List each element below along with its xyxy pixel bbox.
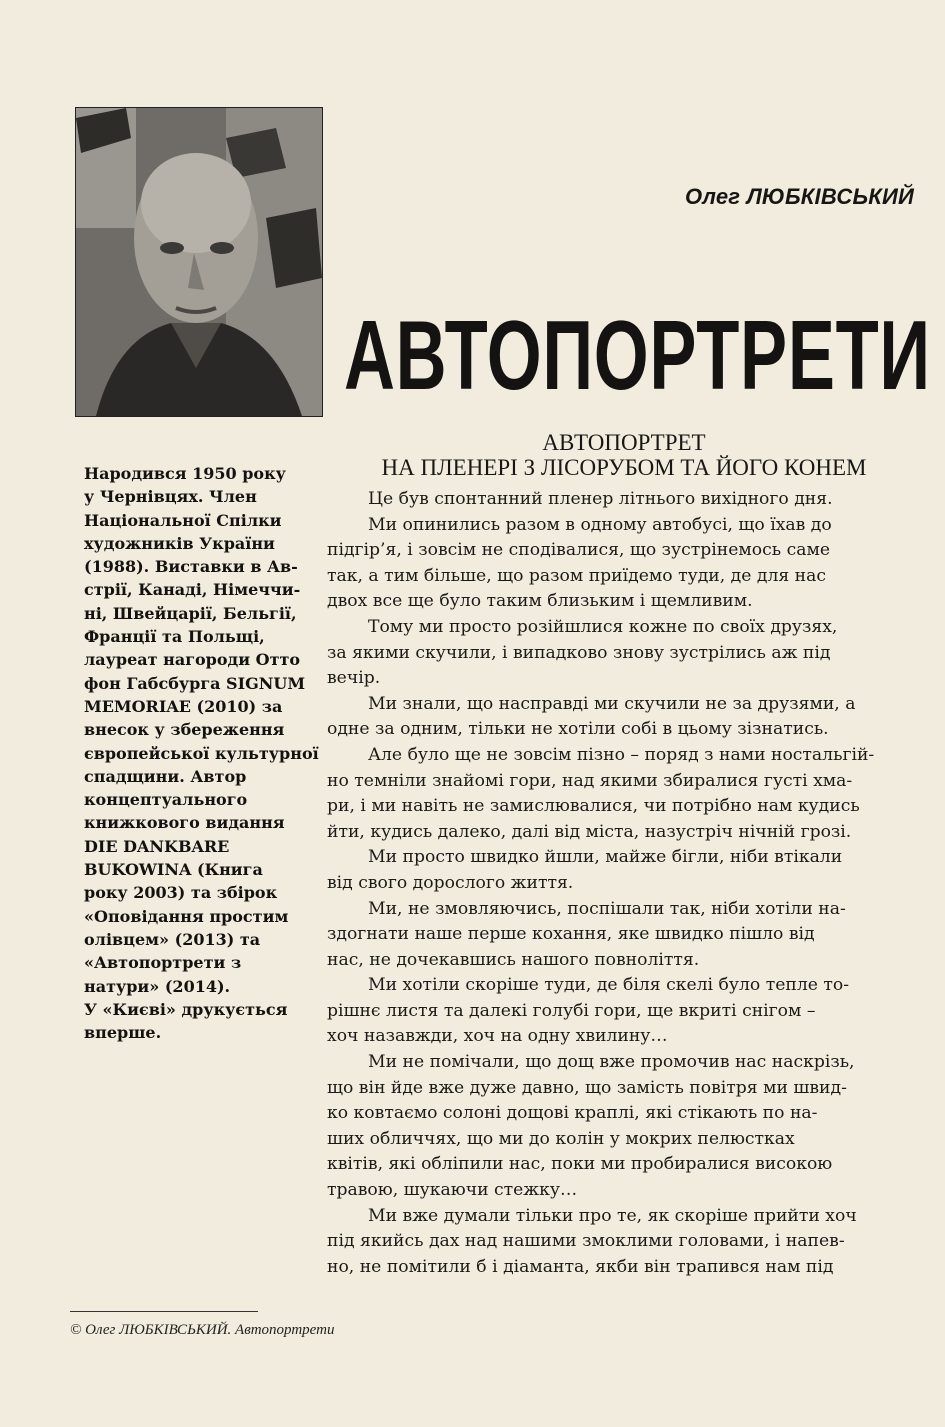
body-line: квітів, які обліпили нас, поки ми пробиралися високою <box>327 1154 833 1175</box>
body-line: так, а тим більше, що разом приїдемо туди, де для нас <box>327 565 827 586</box>
body-line: Ми опинились разом в одному автобусі, що їхав до <box>368 514 832 535</box>
copyright-footer: © Олег ЛЮБКІВСЬКИЙ. Автопортрети <box>70 1322 335 1338</box>
bio-line: ні, Швейцарії, Бельгії, <box>84 603 297 623</box>
bio-line: внесок у збереження <box>84 720 285 740</box>
body-line: Але було ще не зовсім пізно – поряд з нами ностальгій- <box>368 744 875 765</box>
story-body <box>327 487 910 1280</box>
bio-line: художників України <box>84 533 275 553</box>
bio-line: лауреат нагороди Отто <box>84 650 301 670</box>
body-line: Ми хотіли скоріше туди, де біля скелі було тепле то- <box>368 975 850 996</box>
body-line: здогнати наше перше кохання, яке швидко пішло від <box>327 924 815 945</box>
bio-line: Національної Спілки <box>84 510 282 530</box>
body-line: Ми вже думали тільки про те, як скоріше прийти хоч <box>368 1205 857 1226</box>
body-line: ших обличчях, що ми до колін у мокрих пелюстках <box>327 1128 795 1149</box>
author-name: Олег ЛЮБКІВСЬКИЙ <box>684 184 914 209</box>
bio-line: DIE DANKBARE <box>84 836 230 856</box>
body-line: но, не помітили б і діаманта, якби він трапився нам під <box>327 1256 834 1277</box>
bio-line: спадщини. Автор <box>84 766 247 786</box>
body-line: що він йде вже дуже давно, що замість повітря ми швид- <box>327 1077 847 1098</box>
body-line: Ми не помічали, що дощ вже промочив нас наскрізь, <box>368 1052 855 1073</box>
bio-line: Народився 1950 року <box>84 464 286 483</box>
story-subtitle-line-2: НА ПЛЕНЕРІ З ЛІСОРУБОМ ТА ЙОГО КОНЕМ <box>381 455 867 480</box>
footer-divider <box>70 1311 258 1312</box>
bio-line: «Автопортрети з <box>84 953 242 973</box>
bio-line: фон Габсбурга SIGNUM <box>84 673 306 693</box>
body-line: рішнє листя та далекі голубі гори, ще вкриті снігом – <box>327 1000 816 1021</box>
body-line: підгір’я, і зовсім не сподівалися, що зустрінемось саме <box>327 540 830 561</box>
body-line: під якийсь дах над нашими змоклими головами, і напев- <box>327 1231 845 1252</box>
body-line: Це був спонтанний пленер літнього вихідного дня. <box>368 489 833 509</box>
author-portrait-photo <box>75 107 323 417</box>
story-subtitle-line-1: АВТОПОРТРЕТ <box>542 430 706 455</box>
bio-line: стрії, Канаді, Німеччи- <box>84 580 301 600</box>
bio-line: у Чернівцях. Член <box>84 487 257 507</box>
bio-line: книжкового видання <box>84 813 285 833</box>
author-bio <box>84 462 319 1044</box>
bio-line: концептуального <box>84 790 248 810</box>
bio-line: року 2003) та збірок <box>84 883 278 903</box>
main-title: АВТОПОРТРЕТИ <box>344 300 931 410</box>
bio-line: натури» (2014). <box>84 976 231 996</box>
body-line: травою, шукаючи стежку… <box>327 1180 578 1201</box>
bio-line: Франції та Польщі, <box>84 627 265 647</box>
body-line: нас, не дочекавшись нашого повноліття. <box>327 949 700 970</box>
body-line: двох все ще було таким близьким і щемливим. <box>327 591 753 612</box>
body-line: но темніли знайомі гори, над якими збиралися густі хма- <box>327 770 853 791</box>
body-line: вечір. <box>327 668 381 689</box>
body-line: йти, кудись далеко, далі від міста, назустріч нічній грозі. <box>327 821 852 842</box>
body-line: за якими скучили, і випадково знову зустрілись аж під <box>327 642 831 663</box>
bio-line: MEMORIAE (2010) за <box>84 696 283 716</box>
body-line: ри, і ми навіть не замислювалися, чи потрібно нам кудись <box>327 796 860 817</box>
bio-line: «Оповідання простим <box>84 906 289 926</box>
bio-line: олівцем» (2013) та <box>84 929 261 949</box>
body-line: одне за одним, тільки не хотіли собі в цьому зізнатись. <box>327 719 829 740</box>
bio-line: (1988). Виставки в Ав- <box>84 557 298 577</box>
body-line: від свого дорослого життя. <box>327 872 574 893</box>
bio-line: BUKOWINA (Книга <box>84 860 263 880</box>
bio-line: У «Києві» друкується <box>84 999 288 1019</box>
bio-line: вперше. <box>84 1023 162 1043</box>
body-line: Тому ми просто розійшлися кожне по своїх друзях, <box>368 616 838 637</box>
body-line: ко ковтаємо солоні дощові краплі, які стікають по на- <box>327 1103 818 1124</box>
bio-line: європейської культурної <box>84 743 319 763</box>
body-line: Ми, не змовляючись, поспішали так, ніби хотіли на- <box>368 898 846 919</box>
body-line: Ми знали, що насправді ми скучили не за друзями, а <box>368 693 856 714</box>
body-line: хоч назавжди, хоч на одну хвилину… <box>327 1026 668 1047</box>
body-line: Ми просто швидко йшли, майже бігли, ніби втікали <box>368 847 843 868</box>
